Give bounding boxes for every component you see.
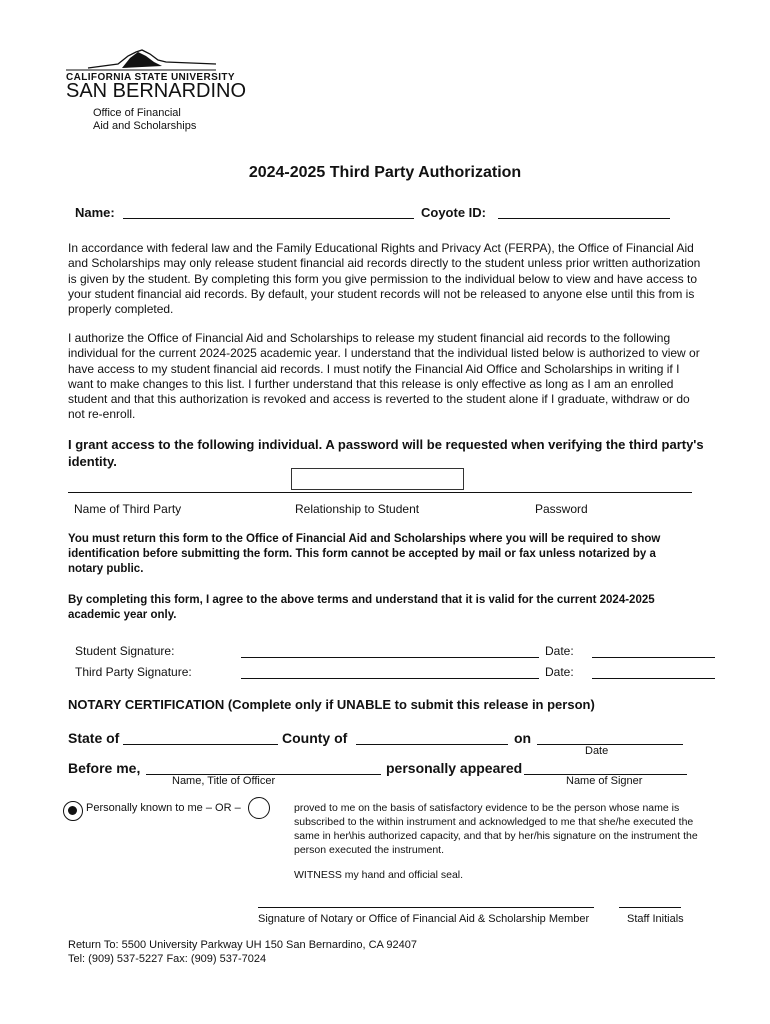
ferpa-paragraph: In accordance with federal law and the Family Educational Rights and Privacy Act (FERPA), the Office of Financial Aid and Scholarships may only release student financial aid records directly to the student unless prior written authorization is given by the student. By completing this form you give permission to the individual below to view and have access to your student financial aid records. By default, your student records will not be released to anyone else until this from is properly completed.	[68, 241, 701, 317]
notary-signature-caption: Signature of Notary or Office of Financial Aid & Scholarship Member	[258, 913, 590, 925]
logo-campus-name: SAN BERNARDINO	[66, 80, 247, 102]
radio-selected-dot	[68, 806, 77, 815]
personally-appeared-label: personally appeared	[386, 760, 523, 776]
county-label: County of	[282, 730, 348, 746]
third-party-name-field[interactable]	[68, 474, 290, 492]
staff-initials-caption: Staff Initials	[627, 913, 684, 925]
third-party-date-label: Date:	[545, 665, 574, 679]
proved-evidence-text: proved to me on the basis of satisfactory evidence to be the person whose name is subscribed to the within instrument and acknowledged to me that she/he executed the same in her\his authorized capacity, and that by her/his signature on the instrument the person executed the instrument.	[294, 802, 698, 856]
officer-name-field[interactable]	[146, 760, 381, 775]
signer-name-field[interactable]	[524, 760, 687, 775]
name-label: Name:	[75, 205, 115, 220]
coyote-id-field[interactable]	[498, 202, 670, 219]
notary-date-caption: Date	[585, 745, 609, 757]
authorization-paragraph: I authorize the Office of Financial Aid and Scholarships to release my student financial aid records to the following individual for the current 2024-2025 academic year. I understand that the individual listed below is authorized to view or have access to my student financial aid records. I must notify the Financial Aid Office and Scholarships in writing if I want to make changes to this list. I further understand that this release is only effective as long as I am an enrolled student and that this authorization is revoked and access is reverted to the student alone if I graduate, withdraw or do not re-enroll.	[68, 331, 700, 422]
county-field[interactable]	[356, 730, 508, 745]
state-label: State of	[68, 730, 120, 746]
form-title: 2024-2025 Third Party Authorization	[248, 164, 522, 181]
contact-numbers: Tel: (909) 537-5227 Fax: (909) 537-7024	[68, 953, 267, 965]
student-date-label: Date:	[545, 644, 574, 658]
university-logo-mark	[66, 46, 216, 72]
grant-access-statement: I grant access to the following individual. A password will be requested when verifying the third party's identity.	[68, 437, 704, 469]
password-caption: Password	[535, 502, 588, 516]
password-field[interactable]	[466, 474, 692, 492]
notary-heading: NOTARY CERTIFICATION (Complete only if UNABLE to submit this release in person)	[68, 697, 595, 712]
before-me-label: Before me,	[68, 760, 141, 776]
student-date-field[interactable]	[592, 642, 715, 658]
return-address: Return To: 5500 University Parkway UH 150 San Bernardino, CA 92407	[68, 939, 417, 951]
personally-known-label: Personally known to me – OR –	[86, 802, 241, 814]
third-party-date-field[interactable]	[592, 663, 715, 679]
notary-signature-field[interactable]	[258, 893, 594, 908]
name-field[interactable]	[123, 202, 414, 219]
notary-date-field[interactable]	[537, 730, 683, 745]
relationship-caption: Relationship to Student	[295, 502, 420, 516]
proved-evidence-radio[interactable]	[248, 797, 270, 819]
third-party-signature-label: Third Party Signature:	[75, 665, 192, 679]
office-name-line1: Office of Financial	[93, 107, 181, 119]
relationship-field[interactable]	[291, 468, 464, 490]
agreement-statement: By completing this form, I agree to the above terms and understand that it is valid for the current 2024-2025 academic year only.	[68, 594, 655, 621]
student-signature-label: Student Signature:	[75, 644, 175, 658]
office-name-line2: Aid and Scholarships	[93, 120, 197, 132]
logo-university-name: CALIFORNIA STATE UNIVERSITY	[66, 72, 235, 83]
state-field[interactable]	[123, 730, 278, 745]
third-party-signature-field[interactable]	[241, 663, 539, 679]
on-label: on	[514, 730, 532, 746]
witness-text: WITNESS my hand and official seal.	[294, 869, 464, 881]
officer-caption: Name, Title of Officer	[172, 775, 276, 787]
personally-known-radio[interactable]	[63, 801, 83, 821]
third-party-line	[68, 492, 692, 493]
staff-initials-field[interactable]	[619, 893, 681, 908]
third-party-name-caption: Name of Third Party	[74, 502, 182, 516]
student-signature-field[interactable]	[241, 642, 539, 658]
return-form-notice: You must return this form to the Office of Financial Aid and Scholarships where you will be required to show identification before submitting the form. This form cannot be accepted by mail or fax unless notarized by a notary public.	[68, 533, 661, 575]
signer-caption: Name of Signer	[566, 775, 643, 787]
coyote-id-label: Coyote ID:	[421, 205, 486, 220]
